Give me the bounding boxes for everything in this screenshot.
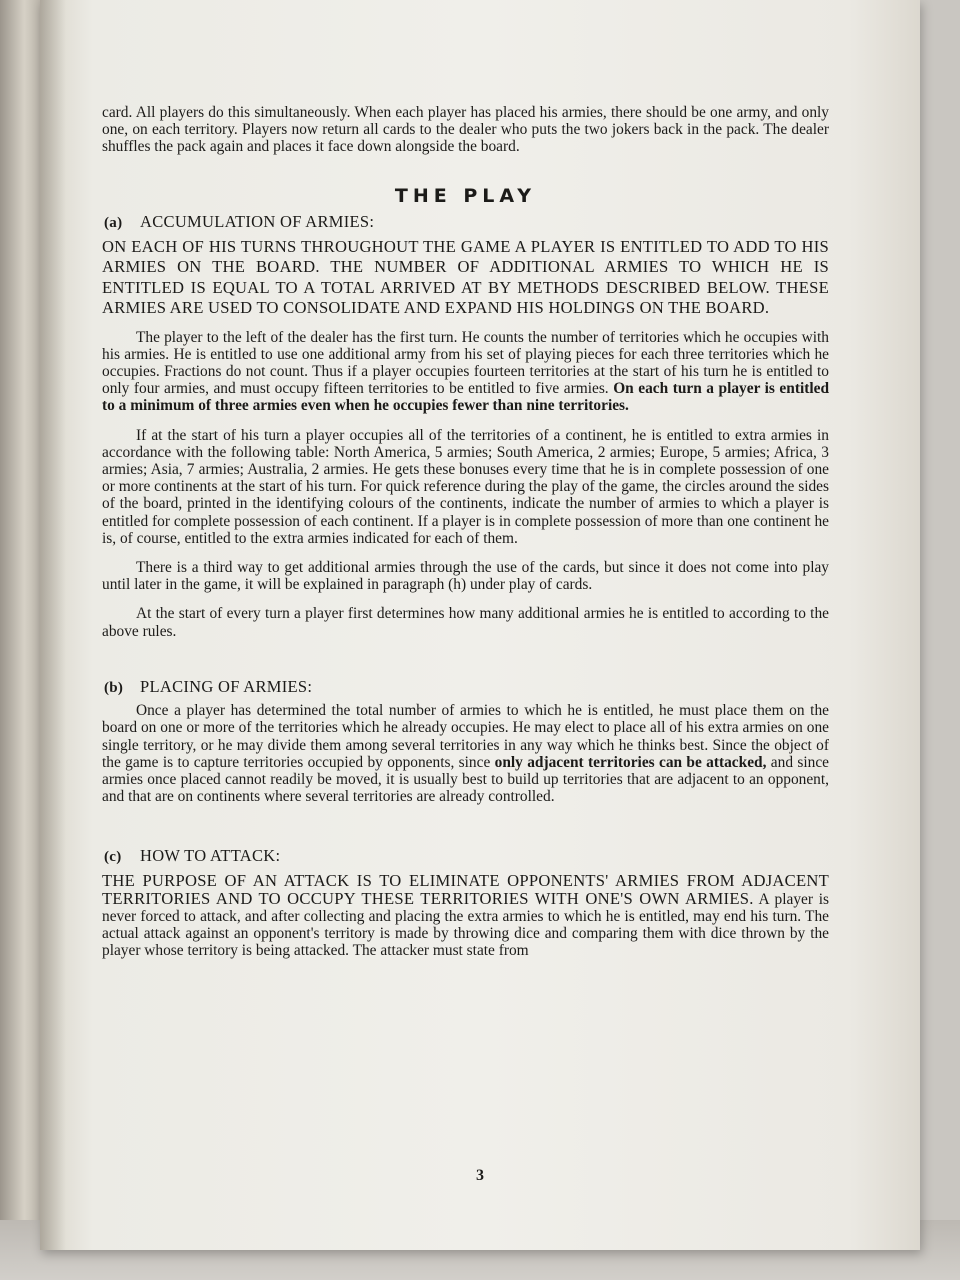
section-b-paragraph-1 [102, 702, 829, 805]
section-b-letter: (b) [104, 679, 124, 696]
section-c-paragraph [102, 872, 829, 960]
the-play-heading: THE PLAY [394, 184, 537, 207]
section-b-p1-bold: only adjacent territories can be attacked, [494, 753, 767, 771]
page-number: 3 [476, 1167, 484, 1184]
section-b-title: PLACING OF ARMIES: [140, 676, 313, 696]
section-a-paragraph-4: At the start of every turn a player first determines how many additional armies he is entitled to according to the above rules. [102, 605, 829, 640]
left-page-edge [0, 0, 44, 1250]
section-a-letter: (a) [104, 214, 123, 231]
section-c-letter: (c) [104, 849, 122, 866]
section-a-p1-bold: On each turn a player is entitled to a minimum of three armies even when he occupies fewer than nine territories. [102, 380, 830, 415]
section-c-heading [102, 847, 829, 866]
section-c-title: HOW TO ATTACK: [140, 846, 281, 866]
section-a-title: ACCUMULATION OF ARMIES: [140, 211, 375, 231]
section-a-caps-paragraph: ON EACH OF HIS TURNS THROUGHOUT THE GAME A PLAYER IS ENTITLED TO ADD TO HIS ARMIES ON THE BOARD. THE NUMBER OF ADDITIONAL ARMIES TO WHICH HE IS ENTITLED IS EQUAL TO A TOTAL ARRIVED AT BY METHODS DESCRIBED BELOW. THESE ARMIES ARE USED TO CONSOLIDATE AND EXPAND HIS HOLDINGS ON THE BOARD. [102, 237, 829, 318]
section-c-text: A player is never forced to attack, and after collecting and placing the extra armies to which he is entitled, may end his turn. The actual attack against an opponent's territory is made by throwing dice and comparing them with dice thrown by the player whose territory is being attacked. The attacker must state from [102, 890, 829, 960]
section-a-paragraph-3: There is a third way to get additional armies through the use of the cards, but since it does not come into play until later in the game, it will be explained in paragraph (h) under play of cards. [102, 559, 829, 594]
section-b-p1-start: Once a player has determined the total number of armies to which he is entitled, he must place them on the board on one or more of the territories which he already occupies. He may elect to place all of his extra armies on one single territory, or he may divide them among several territories in any way which he thinks best. Since the object of the game is to capture territories occupied by opponents, since [102, 702, 829, 771]
section-a-paragraph-1 [102, 329, 829, 415]
section-b-heading [102, 678, 829, 697]
section-b-p1-end: and since armies once placed cannot readily be moved, it is usually best to build up territories that are adjacent to an opponent, and that are on continents where several territories are already controlled. [102, 753, 829, 806]
section-a-p1-text: The player to the left of the dealer has the first turn. He counts the number of territories which he occupies with his armies. He is entitled to use one additional army from his set of playing pieces for each three territories which he occupies. Fractions do not count. Thus if a player occupies fourteen territories at the start of his turn he is entitled to only four armies, and must occupy fifteen territories to be entitled to five armies. [102, 328, 829, 398]
section-c-caps-text: THE PURPOSE OF AN ATTACK IS TO ELIMINATE OPPONENTS' ARMIES FROM ADJACENT TERRITORIES AND TO OCCUPY THESE TERRITORIES WITH ONE'S OWN ARMIES. [102, 870, 829, 908]
section-a-paragraph-2: If at the start of his turn a player occupies all of the territories of a continent, he is entitled to extra armies in accordance with the following table: North America, 5 armies; South America, 2 armies; Europe, 5 armies; Africa, 3 armies; Asia, 7 armies; Australia, 2 armies. He gets these bonuses every time that he is in complete possession of one or more continents at the start of his turn. For quick reference during the play of the game, the circles around the sides of the board, printed in the identifying colours of the continents, indicate the number of armies to which a player is entitled for complete possession of each continent. If a player is in complete possession of more than one continent he is, of course, entitled to the extra armies indicated for each of them. [102, 426, 829, 547]
intro-paragraph: card. All players do this simultaneously. When each player has placed his armies, there should be one army, and only one, on each territory. Players now return all cards to the dealer who puts the two jokers back in the pack. The dealer shuffles the pack again and places it face down alongside the board. [102, 104, 829, 156]
spine-shadow [40, 0, 66, 1250]
section-a-heading [102, 213, 829, 232]
page-content [102, 104, 829, 960]
booklet-page [40, 0, 920, 1250]
